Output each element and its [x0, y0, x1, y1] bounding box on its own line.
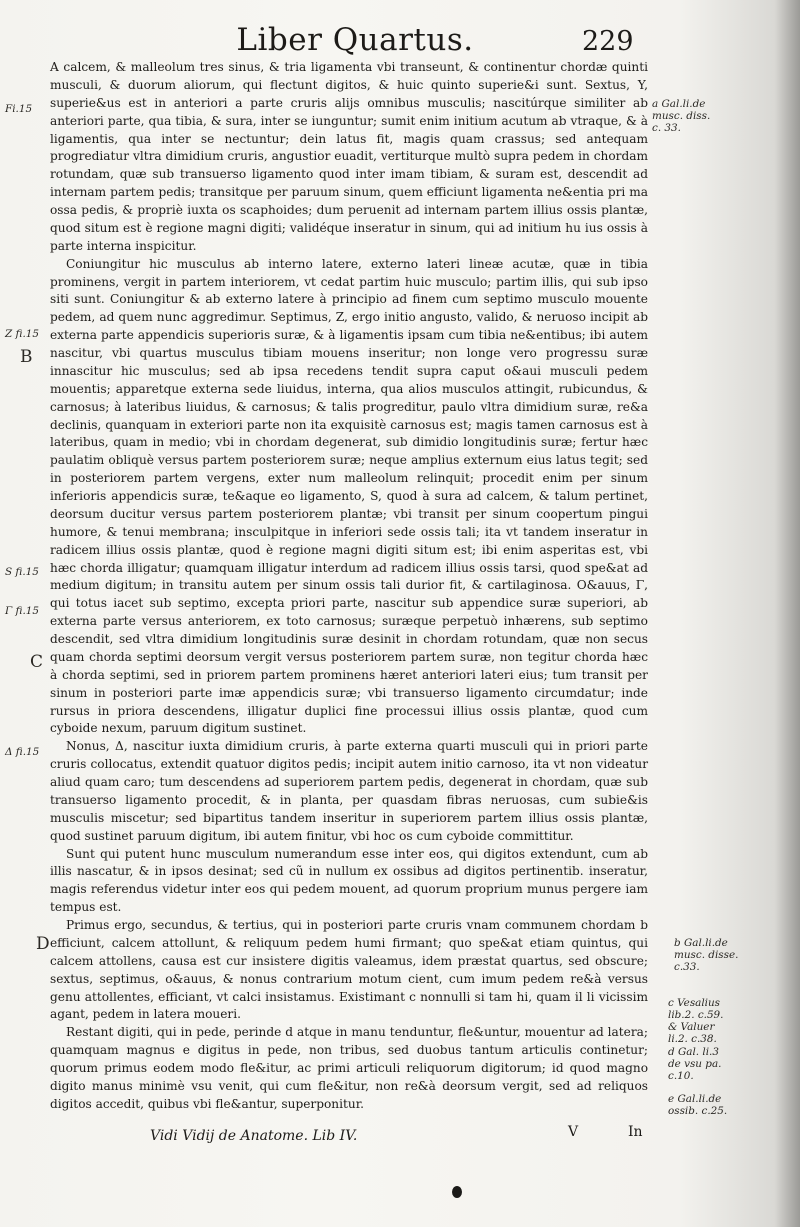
- catchword: In: [628, 1124, 643, 1140]
- note-line: & Valuer: [668, 1021, 715, 1033]
- marginal-note: [674, 937, 738, 973]
- note-line: e Gal.li.de: [668, 1093, 722, 1105]
- note-line: a Gal.li.de: [652, 98, 706, 110]
- note-line: c. 33.: [652, 122, 681, 134]
- figure-reference: Fi.15: [5, 103, 33, 115]
- marginal-note: [668, 1093, 727, 1117]
- section-letter: C: [30, 652, 44, 672]
- marginal-note: [652, 98, 710, 134]
- figure-reference: Δ fi.15: [5, 746, 40, 758]
- note-line: de vsu pa.: [668, 1058, 722, 1070]
- note-line: c Vesalius: [668, 997, 721, 1009]
- note-line: musc. disse.: [674, 949, 739, 961]
- paragraph: Sunt qui putent hunc musculum numerandum esse inter eos, qui digitos extendunt, cum ab illis nascatur, & in ipsos desinat; sed cũ in nullum ex ossibus ad digitos pertinentib. inseratur, magis referendus videtur inter eos qui pedem mouent, ad quorum proprium munus pergere iam tempus est.: [50, 846, 648, 915]
- paragraph: Primus ergo, secundus, & tertius, qui in posteriori parte cruris vnam communem chordam b efficiunt, calcem attollunt, & reliquum pedem humi firmant; quo spe&at etiam quintus, qui calcem attollens, causa est cur insistere digitis valeamus, idem præstat quartus, sed obscure; sextus, septimus, o&auus, & nonus contrarium motum cient, cum imum pedem re&à versus genu attollentes, efficiant, vt calci insistamus. Existimant c nonnulli si tam hi, quam il li vicissim agant, pedem in latera moueri.: [50, 918, 648, 1022]
- note-line: b Gal.li.de: [674, 937, 728, 949]
- figure-reference: Z fi.15: [5, 328, 39, 340]
- note-line: c.33.: [674, 961, 700, 973]
- paragraph: Restant digiti, qui in pede, perinde d atque in manu tenduntur, fle&untur, mouentur ad latera; quamquam magnus e digitus in pede, non tribus, sed duobus tantum articulis continetur; quorum primus eodem modo fle&itur, ac primi articuli reliquorum digitorum; id quod magno digito manus minimè vsu venit, qui cum fle&itur, non re&à deorsum vergit, sed ad reliquos digitos accedit, quibus vbi fle&antur, superponitur.: [50, 1025, 648, 1111]
- note-line: lib.2. c.59.: [668, 1009, 724, 1021]
- footer-title: Vidi Vidij de Anatome. Lib IV.: [150, 1128, 358, 1144]
- figure-reference: S fi.15: [5, 566, 39, 578]
- paragraph: Coniungitur hic musculus ab interno latere, externo lateri lineæ acutæ, quæ in tibia prominens, vergit in partem interiorem, vt cedat partim huic musculo; partim illis, qui sub ipso siti sunt. Coniungitur & ab externo latere à principio ad finem cum septimo musculo mouente pedem, ad quem nunc aggredimur. Septimus, Z, ergo initio angusto, valido, & neruoso incipit ab externa parte appendicis superioris suræ, & à ligamentis ipsam cum tibia ne&entibus; ibi autem nascitur, vbi quartus musculus tibiam mouens inseritur; non longe vero progressu suræ innascitur hic musculus; sed ab ipsa recedens tendit supra caput o&aui musculi pedem mouentis; apparetque externa sede liuidus, interna, qua alios musculos attingit, rubicundus, & carnosus; à lateribus liuidus, & carnosus; & talis progreditur, paulo vltra dimidium suræ, re&a declinis, quanquam in exteriori parte non ita exquisitè carnosus est; magis tamen carnosus est à lateribus, quam in medio; vbi in chordam degenerat, sub dimidio longitudinis suræ; fertur hæc paulatim obliquè versus partem posteriorem suræ; neque amplius externum eius latus tegit; sed in posteriorem partem vergens, exter num malleolum relinquit; procedit enim per sinum inferioris appendicis suræ, te&aque eo ligamento, S, quod à sura ad calcem, & talum pertinet, deorsum ducitur versus partem posteriorem plantæ; vbi transit per sinum coopertum pingui humore, & tenui membrana; insculpitque in inferiori sede ossis tali; ita vt tandem inseratur in radicem illius ossis plantæ, quod è regione magni digiti situm est; ibi enim asperitas est, vbi hæc chorda illigatur; quamquam illigatur interdum ad radicem illius ossis tarsi, quod spe&at ad medium digitum; in transitu autem per sinum ossis tali durior fit, & cartilaginosa. O&auus, Γ, qui totus iacet sub septimo, excepta priori parte, nascitur sub appendice suræ superiori, ab externa parte versus anteriorem, ex toto carnosus; suræque perpetuò inhærens, sub septimo descendit, sed vltra dimidium longitudinis suræ desinit in chordam rotundam, quæ non secus quam chorda septimi deorsum vergit versus posteriorem partem suræ, non tegitur chorda hæc à chorda septimi, sed in priorem partem prominens hæret anteriori lateri eius; tum transit per sinum in posteriori parte imæ appendicis suræ; vbi transuerso ligamento circumdatur; inde rursus in priora descendens, illigatur duplici fine processui illius ossis plantæ, quod cum cyboide nexum, paruum digitum sustinet.: [50, 256, 648, 736]
- page-gutter-shadow: [774, 0, 800, 1227]
- page-number: 229: [582, 26, 634, 57]
- section-letter: B: [20, 347, 33, 367]
- body-text: [50, 59, 648, 1114]
- note-line: li.2. c.38.: [668, 1033, 717, 1045]
- ink-blot: [452, 1186, 462, 1198]
- marginal-note: [668, 1046, 721, 1082]
- signature-mark: V: [568, 1124, 579, 1140]
- note-line: d Gal. li.3: [668, 1046, 719, 1058]
- note-line: c.10.: [668, 1070, 694, 1082]
- paragraph: Nonus, Δ, nascitur iuxta dimidium cruris, à parte externa quarti musculi qui in priori parte cruris collocatus, extendit quatuor digitos pedis; incipit autem initio carnoso, ita vt non videatur aliud quam caro; tum descendens ad superiorem partem pedis, degenerat in chordam, quæ sub transuerso ligamento procedit, & in planta, per quasdam fibras neruosas, cum subie&is musculis miscetur; sed bipartitus tandem inseritur in superiorem partem illius ossis plantæ, quod sustinet paruum digitum, ibi autem finitur, vbi hoc os cum cyboide committitur.: [50, 739, 648, 843]
- running-head: Liber Quartus.: [236, 22, 474, 58]
- note-line: musc. diss.: [652, 110, 711, 122]
- marginal-note: [668, 997, 723, 1045]
- paragraph: A calcem, & malleolum tres sinus, & tria ligamenta vbi transeunt, & continentur chordæ quinti musculi, & duorum aliorum, qui flectunt digitos, & huic quinto superie&i sunt. Sextus, Y, superie&us est in anteriori a parte cruris alijs omnibus musculis; nascitúrque similiter ab anteriori parte, qua tibia, & sura, inter se iunguntur; sumit enim initium acutum ab vtraque, & à ligamentis, qua inter se nectuntur; dein latus fit, magis quam crassus; sed antequam progrediatur vltra dimidium cruris, angustior euadit, vertiturque multò supra pedem in chordam rotundam, quæ sub transuerso ligamento quod inter imam tibiam, & suram est, descendit ad internam partem pedis; transitque per paruum sinum, quem efficiunt ligamenta ne&entia pri ma ossa pedis, & propriè iuxta os scaphoides; dum peruenit ad internam partem illius ossis plantæ, quod situm est è regione magni digiti; validéque inseratur in sinum, qui ad initium hu ius ossis à parte interna inspicitur.: [50, 60, 648, 253]
- figure-reference: Γ fi.15: [5, 605, 39, 617]
- section-letter: D: [36, 934, 50, 954]
- note-line: ossib. c.25.: [668, 1105, 728, 1117]
